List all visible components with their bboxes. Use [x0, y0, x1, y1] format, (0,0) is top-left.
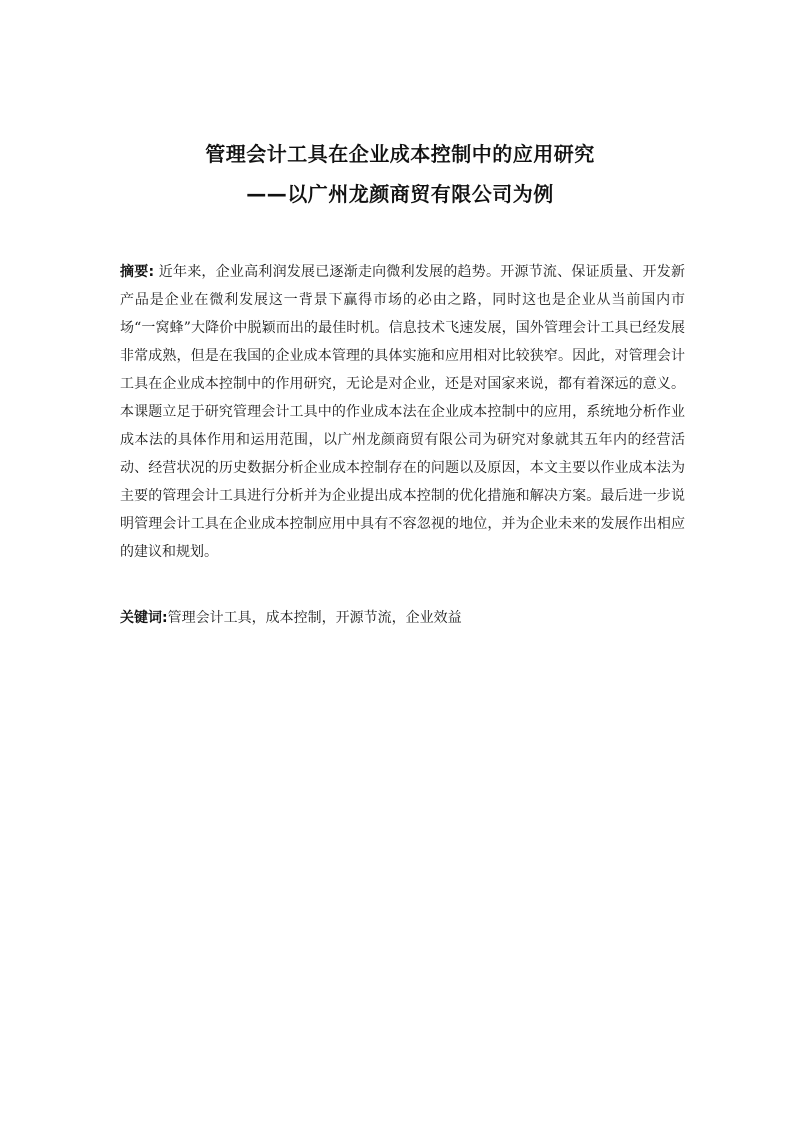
document-subtitle: ——以广州龙颜商贸有限公司为例 — [246, 182, 554, 206]
abstract-text: 近年来，企业高利润发展已逐渐走向微利发展的趋势。开源节流、保证质量、开发新产品是企业在微利发展这一背景下赢得市场的必由之路，同时这也是企业从当前国内市场“一窝蜂”大降价中脱颖而出的最佳时机。信息技术飞速发展，国外管理会计工具已经发展非常成熟，但是在我国的企业成本管理的具体实施和应用相对比较狭窄。因此，对管理会计工具在企业成本控制中的作用研究，无论是对企业，还是对国家来说，都有着深远的意义。本课题立足于研究管理会计工具中的作业成本法在企业成本控制中的应用，系统地分析作业成本法的具体作用和运用范围，以广州龙颜商贸有限公司为研究对象就其五年内的经营活动、经营状况的历史数据分析企业成本控制存在的问题以及原因，本文主要以作业成本法为主要的管理会计工具进行分析并为企业提出成本控制的优化措施和解决方案。最后进一步说明管理会计工具在企业成本控制应用中具有不容忽视的地位，并为企业未来的发展作出相应的建议和规划。 — [120, 264, 685, 560]
abstract-paragraph — [120, 258, 685, 566]
abstract-label: 摘要: — [120, 264, 155, 280]
keywords-text: 管理会计工具，成本控制，开源节流，企业效益 — [167, 610, 462, 626]
keywords-line — [120, 604, 685, 632]
document-title: 管理会计工具在企业成本控制中的应用研究 — [205, 142, 595, 166]
keywords-label: 关键词: — [120, 610, 168, 626]
